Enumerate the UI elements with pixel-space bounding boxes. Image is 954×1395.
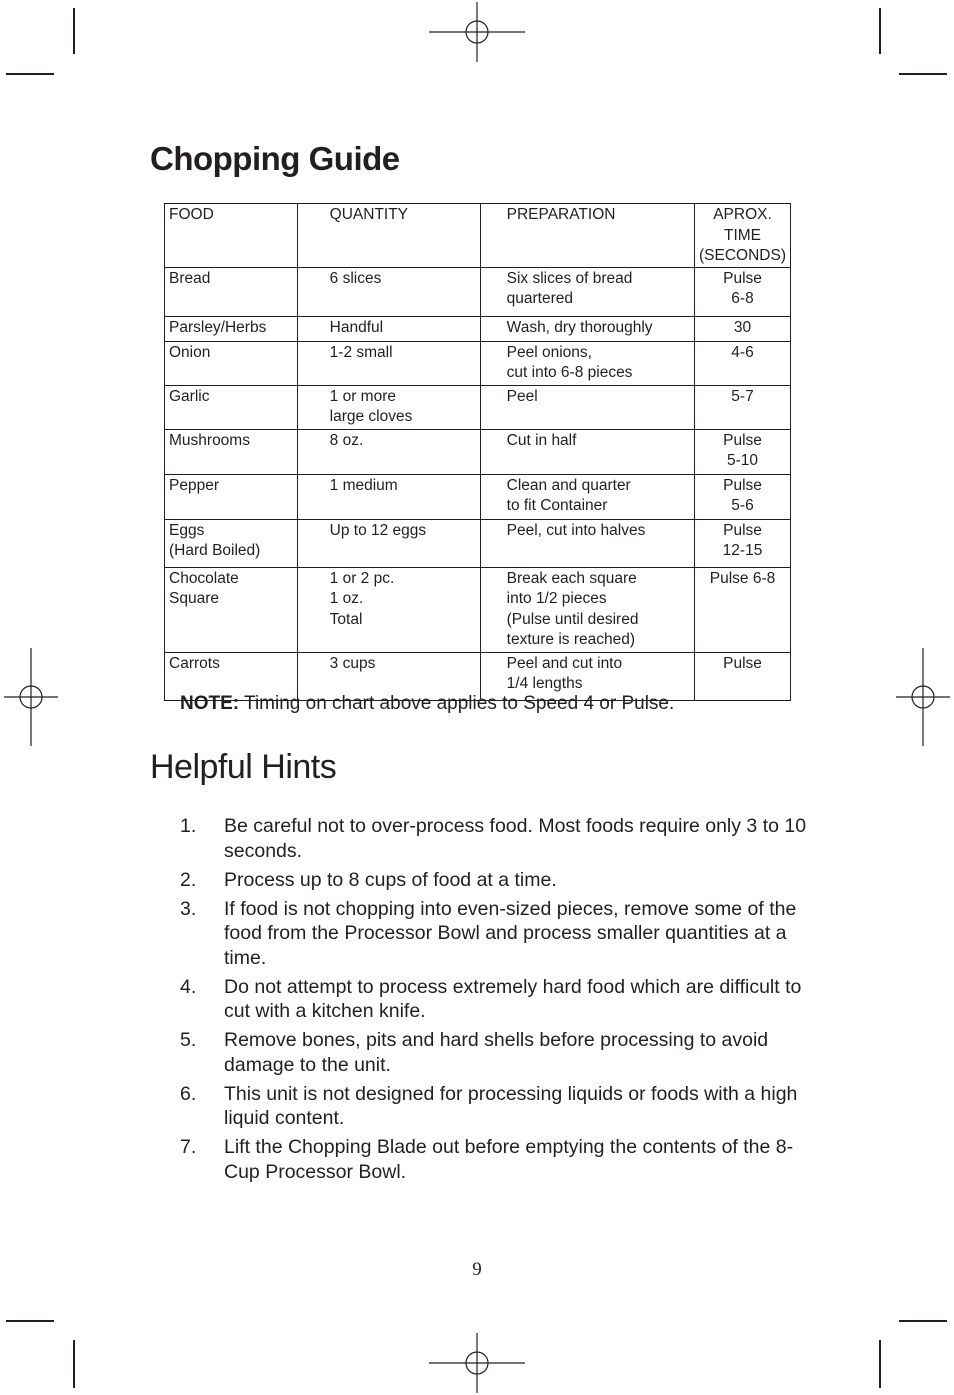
cell-time: 30 — [695, 316, 791, 341]
hint-text: Do not attempt to process extremely hard food which are difficult to cut with a kitchen knife. — [224, 975, 802, 1022]
hint-text: Remove bones, pits and hard shells before processing to avoid damage to the unit. — [224, 1029, 769, 1076]
list-item — [180, 975, 820, 1024]
header-food: FOOD — [165, 204, 298, 268]
hint-number: 4. — [180, 975, 197, 998]
cell-time: Pulse 12-15 — [695, 519, 791, 567]
crop-mark — [899, 73, 947, 75]
table-row — [165, 429, 791, 474]
table-row — [165, 316, 791, 341]
cell-food: Bread — [165, 267, 298, 316]
page-number: 9 — [472, 1259, 482, 1280]
cell-time: 4-6 — [695, 341, 791, 385]
cell-food: Parsley/Herbs — [165, 316, 298, 341]
cell-time: Pulse — [695, 652, 791, 700]
cell-time: 5-7 — [695, 385, 791, 429]
header-preparation: PREPARATION — [480, 204, 694, 268]
table-row — [165, 267, 791, 316]
hint-number: 5. — [180, 1029, 197, 1051]
cell-food: Mushrooms — [165, 429, 298, 474]
table-row — [165, 567, 791, 652]
list-item — [180, 814, 820, 863]
table-row — [165, 519, 791, 567]
cell-food: Onion — [165, 341, 298, 385]
registration-mark-right — [896, 648, 950, 746]
note-label: NOTE: — [180, 693, 240, 714]
hint-number: 2. — [180, 868, 197, 891]
helpful-hints-title: Helpful Hints — [150, 748, 337, 786]
cell-quantity: 1-2 small — [297, 341, 480, 385]
crop-mark — [73, 1340, 75, 1388]
registration-mark-left — [4, 648, 58, 746]
crop-mark — [879, 1340, 881, 1388]
cell-food: Pepper — [165, 474, 298, 519]
hint-text: This unit is not designed for processing liquids or foods with a high liquid content. — [224, 1082, 798, 1129]
cell-preparation: Peel and cut into 1/4 lengths — [480, 652, 694, 700]
hint-number: 7. — [180, 1136, 197, 1158]
cell-preparation: Wash, dry thoroughly — [480, 316, 694, 341]
cell-quantity: 8 oz. — [297, 429, 480, 474]
cell-preparation: Break each square into 1/2 pieces (Pulse until desired texture is reached) — [480, 567, 694, 652]
cell-preparation: Clean and quarter to fit Container — [480, 474, 694, 519]
table-row — [165, 385, 791, 429]
cell-quantity: Up to 12 eggs — [297, 519, 480, 567]
cell-preparation: Six slices of bread quartered — [480, 267, 694, 316]
cell-quantity: 1 or 2 pc. 1 oz. Total — [297, 567, 480, 652]
cell-time: Pulse 5-10 — [695, 429, 791, 474]
timing-note — [180, 693, 674, 715]
hint-text: Be careful not to over-process food. Most foods require only 3 to 10 seconds. — [224, 815, 807, 862]
table-header-row — [165, 204, 791, 268]
chopping-guide-title: Chopping Guide — [150, 140, 400, 177]
registration-mark-top — [429, 2, 525, 62]
list-item — [180, 1082, 820, 1131]
header-time: APROX. TIME (SECONDS) — [695, 204, 791, 268]
cell-food: Eggs (Hard Boiled) — [165, 519, 298, 567]
cell-quantity: 1 or more large cloves — [297, 385, 480, 429]
hint-text: Lift the Chopping Blade out before emptying the contents of the 8- Cup Processor Bowl. — [224, 1136, 794, 1183]
cell-preparation: Peel onions, cut into 6-8 pieces — [480, 341, 694, 385]
cell-quantity: 1 medium — [297, 474, 480, 519]
crop-mark — [879, 8, 881, 54]
list-item — [180, 868, 820, 893]
hint-text: If food is not chopping into even-sized pieces, remove some of the food from the Processor Bowl and process smaller quantities at a time. — [224, 897, 797, 969]
list-item — [180, 897, 820, 971]
cell-food: Carrots — [165, 652, 298, 700]
cell-quantity: 6 slices — [297, 267, 480, 316]
hint-text: Process up to 8 cups of food at a time. — [224, 868, 557, 891]
crop-mark — [6, 73, 54, 75]
hint-number: 3. — [180, 897, 197, 920]
cell-preparation: Cut in half — [480, 429, 694, 474]
list-item — [180, 1028, 820, 1077]
table-row — [165, 474, 791, 519]
crop-mark — [899, 1320, 947, 1322]
header-quantity: QUANTITY — [297, 204, 480, 268]
cell-quantity: Handful — [297, 316, 480, 341]
table-row — [165, 341, 791, 385]
hint-number: 1. — [180, 815, 197, 837]
cell-preparation: Peel — [480, 385, 694, 429]
hint-number: 6. — [180, 1082, 197, 1105]
cell-time: Pulse 6-8 — [695, 567, 791, 652]
cell-food: Chocolate Square — [165, 567, 298, 652]
note-text: Timing on chart above applies to Speed 4 or Pulse. — [239, 693, 675, 714]
cell-time: Pulse 6-8 — [695, 267, 791, 316]
registration-mark-bottom — [429, 1333, 525, 1393]
cell-preparation: Peel, cut into halves — [480, 519, 694, 567]
list-item — [180, 1135, 820, 1184]
crop-mark — [73, 8, 75, 54]
cell-quantity: 3 cups — [297, 652, 480, 700]
cell-time: Pulse 5-6 — [695, 474, 791, 519]
chopping-guide-table — [164, 203, 791, 701]
cell-food: Garlic — [165, 385, 298, 429]
crop-mark — [6, 1320, 54, 1322]
hints-list — [180, 814, 820, 1189]
